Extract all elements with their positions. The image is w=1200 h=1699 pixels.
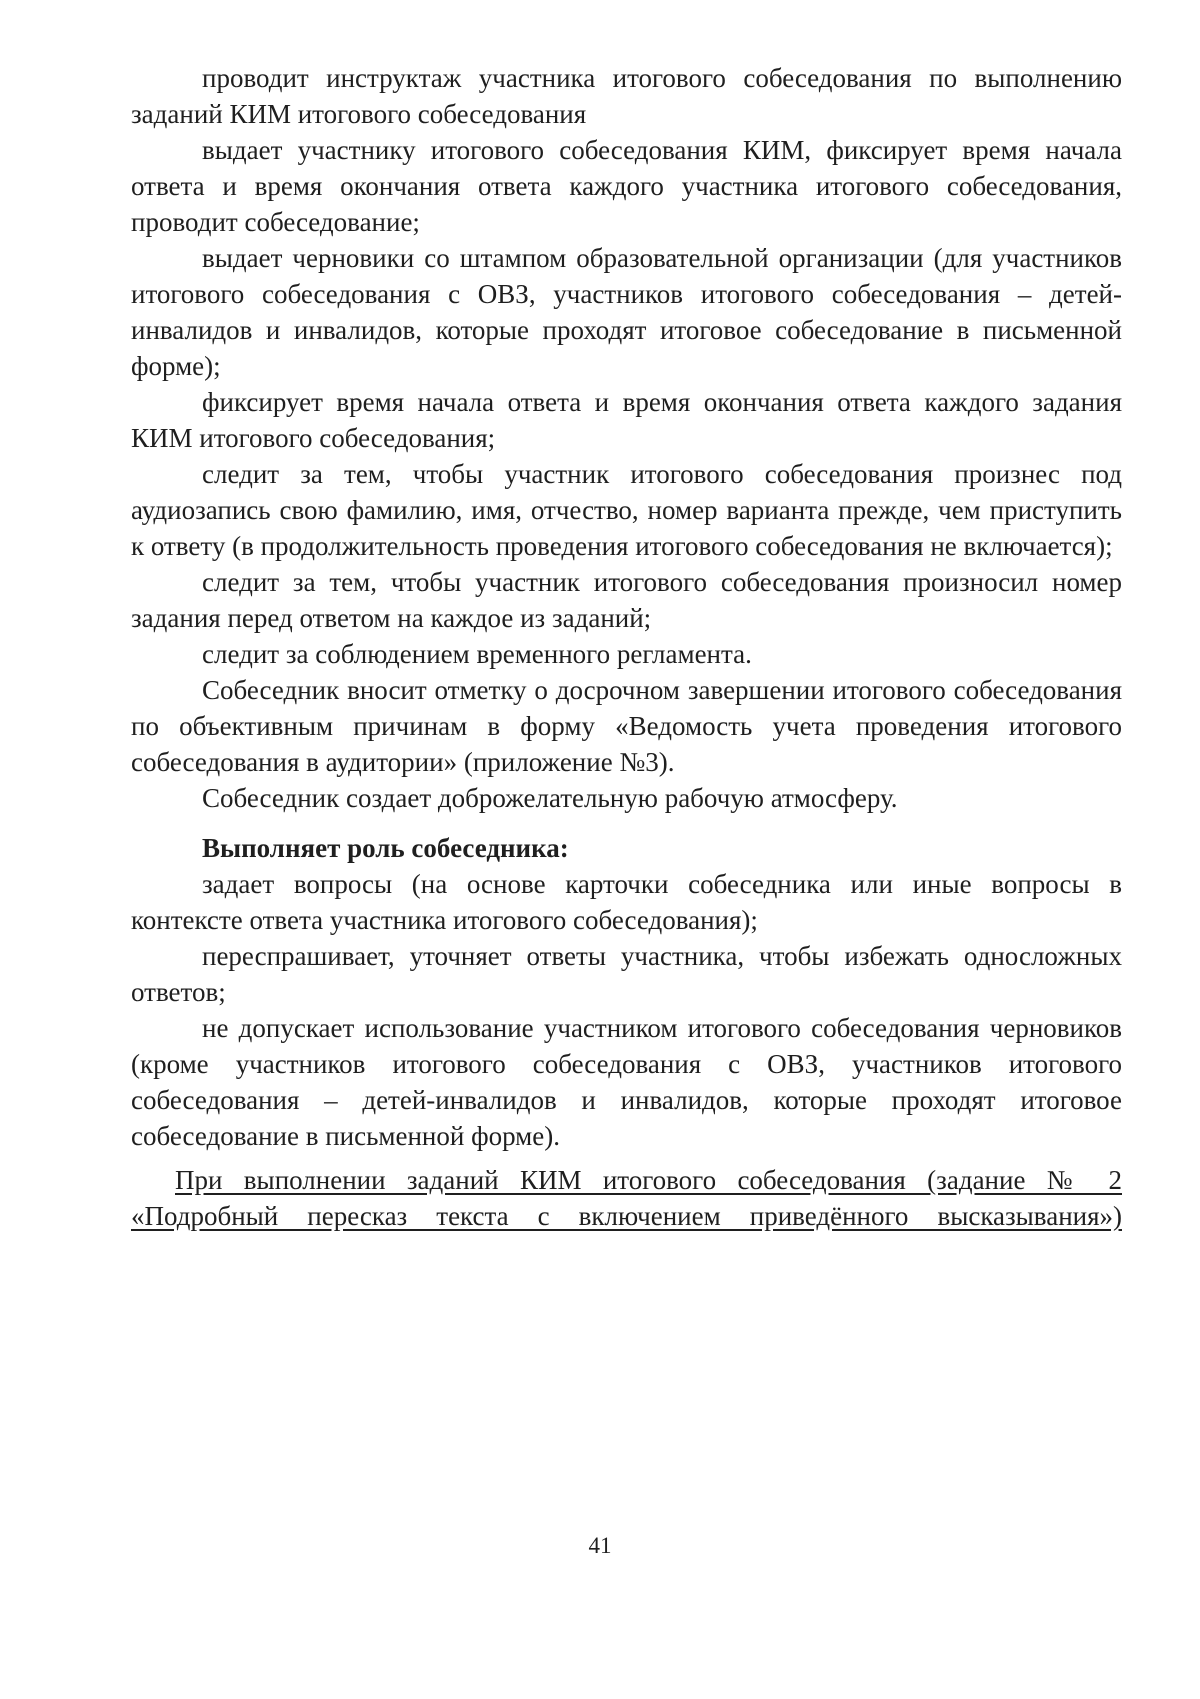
paragraph-no-drafts: не допускает использование участником итогового собеседования черновиков (кроме участников итогового собеседования с ОВЗ, участников итогового собеседования – детей-инвалидов и инвалидов, которые проходят итоговое собеседование в письменной форме). (131, 1013, 1122, 1151)
paragraph-early-completion: Собеседник вносит отметку о досрочном завершении итогового собеседования по объективным причинам в форму «Ведомость учета проведения итогового собеседования в аудитории» (приложение №3). (131, 675, 1122, 777)
document-body (131, 60, 1122, 1234)
underlined-paragraph: При выполнении заданий КИМ итогового собеседования (задание № 2 «Подробный пересказ текста с включением приведённого высказывания») (131, 1165, 1122, 1231)
section-heading: Выполняет роль собеседника: (202, 833, 569, 863)
paragraph-issue-kim: выдает участнику итогового собеседования КИМ, фиксирует время начала ответа и время окончания ответа каждого участника итогового собеседования, проводит собеседование; (131, 135, 1122, 237)
paragraph-task-number: следит за тем, чтобы участник итогового собеседования произносил номер задания перед ответом на каждое из заданий; (131, 567, 1122, 633)
paragraph-asks-questions: задает вопросы (на основе карточки собеседника или иные вопросы в контексте ответа участника итогового собеседования); (131, 869, 1122, 935)
paragraph-drafts: выдает черновики со штампом образовательной организации (для участников итогового собеседования с ОВЗ, участников итогового собеседования – детей-инвалидов и инвалидов, которые проходят итоговое собеседование в письменной форме); (131, 243, 1122, 381)
paragraph-instruction: проводит инструктаж участника итогового собеседования по выполнению заданий КИМ итогового собеседования (131, 63, 1122, 129)
page-number: 41 (588, 1533, 612, 1558)
paragraph-clarifies: переспрашивает, уточняет ответы участника, чтобы избежать односложных ответов; (131, 941, 1122, 1007)
paragraph-audio-record: следит за тем, чтобы участник итогового собеседования произнес под аудиозапись свою фамилию, имя, отчество, номер варианта прежде, чем приступить к ответу (в продолжительность проведения итогового собеседования не включается); (131, 459, 1122, 561)
paragraph-time-regulation: следит за соблюдением временного регламента. (202, 639, 752, 669)
paragraph-record-time: фиксирует время начала ответа и время окончания ответа каждого задания КИМ итогового собеседования; (131, 387, 1122, 453)
paragraph-atmosphere: Собеседник создает доброжелательную рабочую атмосферу. (202, 783, 898, 813)
